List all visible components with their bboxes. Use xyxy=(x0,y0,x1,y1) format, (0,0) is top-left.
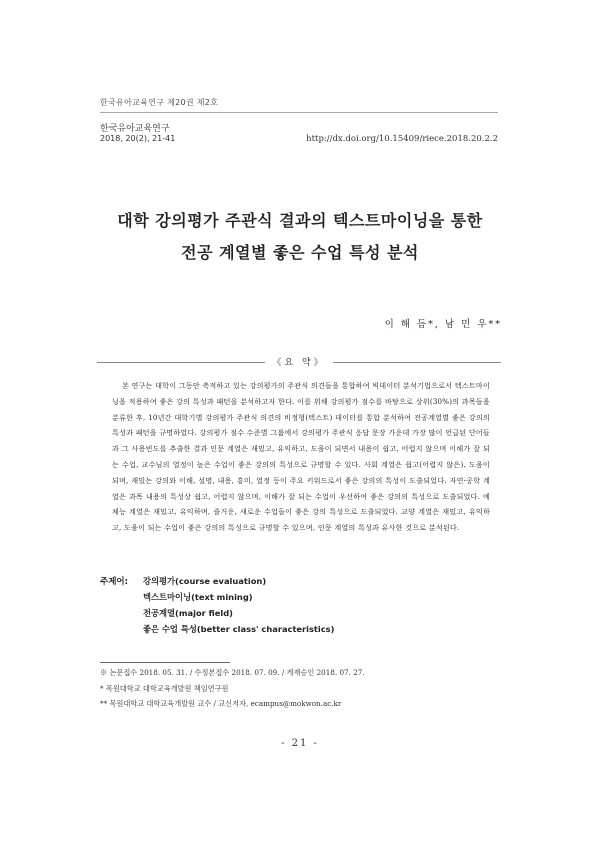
keyword-item: 텍스트마이닝(text mining) xyxy=(143,592,253,602)
footnote-rule xyxy=(100,662,230,663)
keywords-label: 주제어: xyxy=(100,577,129,587)
abstract-body xyxy=(112,378,490,536)
abstract-paragraph: 본 연구는 대학이 그동안 축적하고 있는 강의평가의 주관식 의견들을 통합하여 빅데이터 분석기법으로서 텍스트마이닝을 적용하여 좋은 강의 특성과 패턴을 분석하고자 한다. 이를 위해 강의평가 점수를 바탕으로 상위(30%)의 과목들을 분류한 후, 10년간 대학기별 강의평가 주관식 의견의 비정형(텍스트) 데이터를 통합 분석하여 전공계열별 좋은 강의의 특성과 패턴을 규명하였다. 강의평가 점수 수준별 그룹에서 강의평가 주관식 응답 문장 가운데 가장 많이 언급된 단어들과 그 사용빈도를 추출한 결과 인문 계열은 재밌고, 유익하고, 도움이 되면서 내용이 쉽고, 어렵지 않으며 이해가 잘 되는 수업, 교수님의 열정이 높은 수업이 좋은 강의의 특성으로 규명할 수 있다. 사회 계열은 쉽고(어렵지 않은), 도움이 되며, 재밌는 강의와 이해, 설명, 내용, 흥미, 열정 등이 주요 키워드로서 좋은 강의의 특성이 도출되었다. 자연·공학 계열은 과목 내용의 특성상 쉽고, 어렵지 않으며, 이해가 잘 되는 수업이 우선하여 좋은 강의의 특성으로 도출되었다. 예체능 계열은 재밌고, 유익하며, 즐거운, 새로운 수업들이 좋은 강의 특성으로 도출되었다. 교양 계열은 재밌고, 유익하고, 도움이 되는 수업이 좋은 강의의 특성으로 규명할 수 있으며, 인문 계열의 특성과 유사한 것으로 분석된다. xyxy=(112,381,490,533)
paper-title-line1: 대학 강의평가 주관식 결과의 텍스트마이닝을 통한 xyxy=(117,211,483,230)
journal-name: 한국유아교육연구 xyxy=(100,124,170,134)
keyword-item: 전공계열(major field) xyxy=(143,608,233,618)
abstract-heading: 《요 약》 xyxy=(272,358,326,368)
abstract-rule-left xyxy=(97,362,265,363)
paper-title-line2: 전공 계열별 좋은 수업 특성 분석 xyxy=(181,243,419,262)
page-number: - 21 - xyxy=(281,738,319,749)
abstract-rule-right xyxy=(333,362,501,363)
authors: 이 해 듬*, 남 민 우** xyxy=(384,319,502,330)
keyword-item: 좋은 수업 특성(better class' characteristics) xyxy=(143,624,335,634)
footnote-author1: * 목원대학교 대학교육개발원 책임연구원 xyxy=(100,684,229,693)
header-rule xyxy=(100,112,498,113)
footnote-author2: ** 목원대학교 대학교육개발원 교수 / 교신저자, ecampus@mokwon.ac.kr xyxy=(100,699,342,708)
doi-link[interactable]: http://dx.doi.org/10.15409/riece.2018.20.2.2 xyxy=(306,134,498,144)
running-header: 한국유아교육연구 제20권 제2호 xyxy=(100,98,219,107)
footnote-received: ※ 논문접수 2018. 05. 31. / 수정본접수 2018. 07. 09. / 게재승인 2018. 07. 27. xyxy=(100,668,365,677)
keyword-item: 강의평가(course evaluation) xyxy=(143,576,267,586)
journal-issue: 2018, 20(2), 21-41 xyxy=(100,134,176,143)
